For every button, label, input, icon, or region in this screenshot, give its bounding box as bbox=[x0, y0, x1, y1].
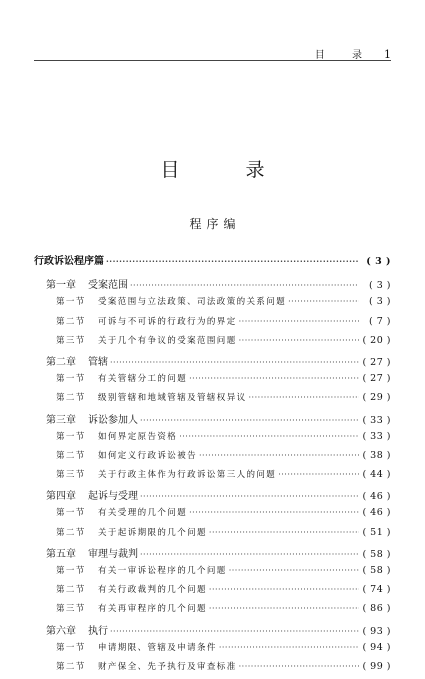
toc-chapter-entry bbox=[34, 622, 391, 641]
toc-chapter-entry bbox=[34, 276, 391, 295]
toc-entry-page: ( 58 ) bbox=[362, 548, 391, 560]
toc-entry-number: 第四章 bbox=[46, 491, 76, 503]
toc-entry-title: 申请期限、管辖及申请条件 bbox=[98, 642, 217, 653]
toc-entry-number: 第三节 bbox=[56, 470, 86, 481]
toc-entry-title: 有关一审诉讼程序的几个问题 bbox=[98, 566, 227, 576]
toc-leader-dots bbox=[110, 627, 359, 636]
toc-entry-number: 第六章 bbox=[46, 625, 76, 637]
toc-entry-number: 第二节 bbox=[56, 661, 86, 672]
toc-entry-number: 第二节 bbox=[56, 527, 86, 538]
toc-leader-dots bbox=[209, 585, 359, 594]
toc-entry-label bbox=[56, 602, 207, 614]
toc-entry-number: 第二节 bbox=[56, 585, 86, 596]
toc-entry-title: 诉讼参加人 bbox=[88, 414, 138, 426]
toc-entry-title: 级别管辖和地域管辖及管辖权异议 bbox=[98, 393, 247, 404]
toc-section-entry bbox=[34, 315, 391, 334]
toc-entry-title: 受案范围 bbox=[88, 280, 128, 292]
toc-section-entry bbox=[34, 641, 391, 660]
toc-entry-page: ( 3 ) bbox=[366, 256, 391, 267]
toc-leader-dots bbox=[209, 604, 359, 613]
toc-section-entry bbox=[34, 468, 391, 487]
toc-entry-label bbox=[56, 391, 247, 403]
toc-entry-label bbox=[56, 641, 217, 653]
toc-chapter-entry bbox=[34, 411, 391, 430]
toc-section-entry bbox=[34, 526, 391, 545]
toc-leader-dots bbox=[278, 470, 359, 479]
toc-entry-page: ( 51 ) bbox=[362, 526, 391, 538]
toc-entry-number: 第三节 bbox=[56, 604, 86, 615]
toc-section-entry bbox=[34, 660, 391, 679]
toc-entry-number: 第二章 bbox=[46, 356, 76, 368]
toc-entry-label bbox=[56, 526, 207, 538]
toc-leader-dots bbox=[110, 358, 359, 367]
toc-entry-number: 第一节 bbox=[56, 431, 86, 442]
toc-entry-title: 行政诉讼程序篇 bbox=[34, 256, 104, 267]
toc-entry-label bbox=[34, 252, 104, 267]
toc-entry-number: 第五章 bbox=[46, 548, 76, 560]
toc-chapter-entry bbox=[34, 487, 391, 506]
page-title: 目 录 bbox=[160, 159, 295, 181]
toc-entry-label bbox=[46, 622, 108, 637]
toc-entry-page: ( 58 ) bbox=[362, 565, 391, 576]
page-subtitle: 程序编 bbox=[189, 217, 241, 231]
toc-entry-label bbox=[46, 487, 138, 502]
toc-entry-title: 有关受理的几个问题 bbox=[98, 508, 188, 519]
toc-section-entry bbox=[34, 602, 391, 621]
toc-entry-page: ( 3 ) bbox=[369, 280, 391, 292]
toc-entry-label bbox=[56, 506, 187, 518]
toc-entry-number: 第二节 bbox=[56, 316, 86, 327]
toc-section-entry bbox=[34, 372, 391, 391]
header-label: 目 录 bbox=[314, 50, 374, 61]
toc-entry-number: 第一节 bbox=[56, 566, 86, 576]
toc-entry-title: 可诉与不可诉的行政行为的界定 bbox=[98, 316, 237, 327]
toc-leader-dots bbox=[209, 528, 359, 537]
toc-section-entry bbox=[34, 449, 391, 468]
toc-entry-label bbox=[56, 334, 237, 346]
toc-entry-page: ( 46 ) bbox=[362, 507, 391, 519]
toc-entry-title: 关于几个有争议的受案范围问题 bbox=[98, 335, 237, 346]
toc-entry-page: ( 46 ) bbox=[362, 491, 391, 503]
toc-leader-dots bbox=[288, 297, 359, 306]
toc-entry-page: ( 27 ) bbox=[362, 356, 391, 368]
toc-entry-number: 第一章 bbox=[46, 280, 76, 292]
toc-entry-title: 审理与裁判 bbox=[88, 548, 138, 560]
toc-entry-page: ( 33 ) bbox=[362, 414, 391, 426]
toc-leader-dots bbox=[140, 416, 359, 425]
toc-leader-dots bbox=[189, 508, 359, 517]
toc-section-entry bbox=[34, 583, 391, 602]
toc-entry-label bbox=[56, 564, 227, 576]
toc-leader-dots bbox=[249, 393, 359, 402]
toc-entry-page: ( 33 ) bbox=[362, 430, 391, 442]
toc-entry-label bbox=[56, 295, 286, 307]
toc-entry-label bbox=[56, 430, 177, 442]
running-header bbox=[34, 38, 391, 61]
toc-entry-title: 有关行政裁判的几个问题 bbox=[98, 585, 207, 596]
toc-leader-dots bbox=[189, 374, 359, 383]
toc-entry-title: 关于行政主体作为行政诉讼第三人的问题 bbox=[98, 470, 277, 481]
toc-section-entry bbox=[34, 391, 391, 410]
toc-entry-label bbox=[46, 411, 138, 426]
toc-entry-label bbox=[56, 660, 237, 672]
toc-leader-dots bbox=[239, 317, 359, 326]
toc-leader-dots bbox=[239, 336, 359, 345]
toc-entry-title: 关于起诉期限的几个问题 bbox=[98, 527, 207, 538]
toc-entry-page: ( 29 ) bbox=[362, 392, 391, 404]
toc-entry-number: 第一节 bbox=[56, 297, 86, 308]
toc-section-entry bbox=[34, 334, 391, 353]
toc-entry-page: ( 3 ) bbox=[369, 296, 391, 308]
toc-leader-dots bbox=[140, 492, 359, 501]
toc-entry-title: 如何定义行政诉讼被告 bbox=[98, 450, 198, 461]
toc-leader-dots bbox=[130, 281, 359, 290]
header-page-number: 1 bbox=[384, 48, 391, 61]
toc-leader-dots bbox=[239, 662, 359, 671]
toc-entry-title: 如何界定原告资格 bbox=[98, 431, 178, 442]
toc-entry-page: ( 7 ) bbox=[369, 315, 391, 327]
toc-entry-title: 管辖 bbox=[88, 356, 108, 368]
toc-entry-number: 第二节 bbox=[56, 450, 86, 461]
toc-leader-dots bbox=[219, 643, 359, 652]
toc-section-entry bbox=[34, 430, 391, 449]
toc-entry-page: ( 74 ) bbox=[362, 584, 391, 596]
table-of-contents bbox=[34, 252, 391, 679]
toc-entry-label bbox=[56, 449, 197, 461]
toc-entry-label bbox=[56, 372, 187, 384]
toc-entry-label bbox=[56, 583, 207, 595]
toc-entry-page: ( 20 ) bbox=[362, 334, 391, 346]
toc-entry-number: 第二节 bbox=[56, 393, 86, 404]
toc-entry-title: 执行 bbox=[88, 625, 108, 637]
toc-entry-label bbox=[56, 468, 276, 480]
toc-entry-page: ( 86 ) bbox=[362, 603, 391, 615]
toc-section-entry bbox=[34, 295, 391, 314]
toc-entry-title: 有关再审程序的几个问题 bbox=[98, 604, 207, 615]
toc-entry-number: 第一节 bbox=[56, 642, 86, 653]
toc-entry-label bbox=[56, 315, 237, 327]
toc-leader-dots bbox=[106, 256, 359, 266]
toc-entry-page: ( 99 ) bbox=[362, 660, 391, 672]
toc-entry-number: 第三章 bbox=[46, 414, 76, 426]
toc-entry-page: ( 44 ) bbox=[362, 469, 391, 481]
toc-entry-page: ( 27 ) bbox=[362, 373, 391, 385]
toc-part-entry bbox=[34, 252, 391, 271]
toc-section-entry bbox=[34, 564, 391, 583]
toc-entry-page: ( 94 ) bbox=[362, 641, 391, 653]
header-right bbox=[315, 46, 391, 61]
toc-leader-dots bbox=[140, 550, 359, 559]
toc-entry-number: 第一节 bbox=[56, 374, 86, 385]
toc-section-entry bbox=[34, 506, 391, 525]
toc-entry-title: 起诉与受理 bbox=[88, 491, 138, 503]
toc-leader-dots bbox=[199, 451, 359, 460]
toc-chapter-entry bbox=[34, 353, 391, 372]
toc-entry-label bbox=[46, 353, 108, 368]
toc-leader-dots bbox=[179, 432, 359, 441]
toc-entry-title: 有关管辖分工的问题 bbox=[98, 374, 188, 385]
toc-entry-label bbox=[46, 545, 138, 560]
toc-entry-label bbox=[46, 276, 128, 291]
toc-entry-page: ( 38 ) bbox=[362, 449, 391, 461]
toc-chapter-entry bbox=[34, 545, 391, 564]
toc-entry-title: 财产保全、先予执行及审查标准 bbox=[98, 661, 237, 672]
toc-entry-title: 受案范围与立法政策、司法政策的关系问题 bbox=[98, 297, 287, 308]
toc-entry-number: 第三节 bbox=[56, 335, 86, 346]
toc-leader-dots bbox=[229, 566, 359, 575]
toc-entry-page: ( 93 ) bbox=[362, 625, 391, 637]
toc-entry-number: 第一节 bbox=[56, 508, 86, 519]
